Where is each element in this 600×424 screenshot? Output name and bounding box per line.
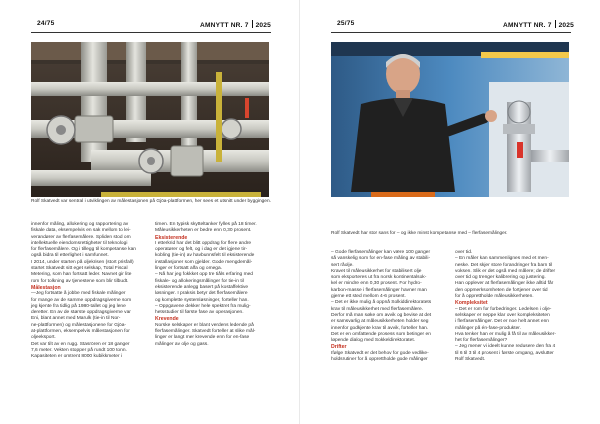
paragraph-line: ne-plattformen) og målestasjonene for Gjöa- xyxy=(31,322,127,328)
paragraph-line: verandører av flerfasemålere. Spliden stod om xyxy=(31,234,131,240)
paragraph-line: Metering, som han fortsatt leder. Navnet gir lite xyxy=(31,272,132,278)
paragraph-line: timen. En typisk skytteltanker fylles på 18 timer. xyxy=(155,222,257,227)
article-column-1 xyxy=(31,222,143,361)
paragraph-line: kobling (tie-in) av havbunnsfelt til eksisterende xyxy=(155,253,255,259)
paragraph-line: også bidra til etterlighet i samfunnet. xyxy=(31,253,109,259)
running-header xyxy=(200,20,271,29)
page-number: 24/75 xyxy=(37,20,55,27)
paragraph-line: i flerfasemålinger. Det er noe helt annet enn xyxy=(455,319,549,325)
paragraph-line: løpende dialog med Sokkeldirektoratet. xyxy=(331,338,416,344)
paragraph-line: den oppmerksomheten de fortjener over tid xyxy=(455,287,548,293)
paragraph-line: Eni, blant annet med Marulk (tie-in til Nor- xyxy=(31,316,121,322)
paragraph-line: deretter. En av de største oppdragsgiverne var xyxy=(31,310,131,316)
subheading: Krevende xyxy=(155,316,179,323)
paragraph-line: operatører og felt, og i dag er det igjene tir- xyxy=(155,247,248,253)
subheading: Kompleksitet xyxy=(455,300,488,307)
paragraph-line: målinger på én-fase-produkter. xyxy=(455,325,521,331)
paragraph-line: hetsstudier til første fase av operasjonen. xyxy=(155,310,244,316)
paragraph-line: er samsvarlig at måleusikkerheten holder seg xyxy=(331,319,429,325)
paragraph-line: Han opplever at flerfasemålinger ikke alltid får xyxy=(455,281,554,287)
paragraph-line: Det var tilt av en rugg. Stasrören er 18 ganger xyxy=(31,341,130,347)
paragraph-line: – Det er ikke mulig å oppnå Solkiddirektoratets xyxy=(331,300,432,306)
paragraph-line: Måleusikkerheten er bedre enn 0,30 prosent. xyxy=(155,228,252,234)
paragraph-line: Ifølge Skatvedt er det behov for gode vedlike- xyxy=(331,350,429,356)
paragraph-line: målinger av olje og gass. xyxy=(155,341,209,347)
paragraph-line: til 6 til 3 til 4 prosent i første omgang, avslutter xyxy=(455,350,554,356)
paragraph-line: Kravet til måleusikkerhet for stabilisert olje xyxy=(331,268,422,274)
paragraph-line: så vanskelig som for en-fase måling av stabili- xyxy=(331,256,431,262)
paragraph-line: het for flerfasemålinger? xyxy=(455,338,508,344)
paragraph-line: neske. Det skjer store forandringer fra barn til xyxy=(455,262,553,268)
magazine-name: AMNYTT NR. 7 xyxy=(503,22,552,29)
paragraph-line: gjerne ett sted mellom 4-6 prosent. xyxy=(331,294,406,300)
portrait-illustration xyxy=(331,42,569,197)
running-header xyxy=(503,20,574,29)
article-column-2 xyxy=(455,250,567,363)
paragraph-line: eksisterende anlegg basert på kostaffektive xyxy=(155,284,249,290)
paragraph-line: over tid. xyxy=(455,250,473,255)
subheading: Drifter xyxy=(331,344,347,351)
paragraph-line: —Jeg fortsatte å jobbe med fiskale målinger xyxy=(31,291,126,297)
page-number: 25/75 xyxy=(337,20,355,27)
header-divider xyxy=(252,20,253,28)
paragraph-line: rom for tolkning av tjenestene som blir tilbudt. xyxy=(31,278,129,284)
paragraph-line: I 2014, under starten på oljekrisen (stort prisfall) xyxy=(31,259,134,265)
paragraph-line: linger er fortsatt alfa og omega. xyxy=(155,266,223,272)
paragraph-line: – Det er rom for forbedringer. Ledelsen i olje- xyxy=(455,306,552,312)
paragraph-line: krav til måleusikkerhet med flerfasemålere. xyxy=(331,306,424,312)
header-year: 2025 xyxy=(558,22,575,29)
paragraph-line: holdsrutiner for å opprettholde gode målinger xyxy=(331,357,428,363)
photo-caption: Rolf Skatvedt har stor sans for – og ikke minst kompetanse med – flerfasemålinger. xyxy=(331,231,508,236)
paragraph-line: flerfasemålinger. Skatvedt forteller at slike mål- xyxy=(155,329,256,335)
pipework-illustration xyxy=(31,42,269,197)
paragraph-line: over tid og trenger kalibrering og justering. xyxy=(455,275,546,281)
paragraph-line: Kapasiteten er omtrent 8000 kubikkmeter i xyxy=(31,354,123,360)
paragraph-line: selskaper er neppe klar over kompleksiteten xyxy=(455,312,550,318)
article-column-1 xyxy=(331,250,443,363)
magazine-name: AMNYTT NR. 7 xyxy=(200,22,249,29)
paragraph-line: – Jeg mener vi ideelt kunne redusere den fra 4 xyxy=(455,344,556,350)
paragraph-line: intellektuelle eiendomsrettigheter til teknologi xyxy=(31,240,128,246)
paragraph-line: Derfor må man søke om avvik og bevise at det xyxy=(331,312,432,318)
paragraph-line: Det er en omfattende prosess som betinger en xyxy=(331,331,431,337)
paragraph-line: – En måler kan sammenlignes med et men- xyxy=(455,256,549,262)
paragraph-line: og komplette systemløsninger, forteller han. xyxy=(155,297,249,303)
subheading: Målestasjon xyxy=(31,284,61,291)
paragraph-line: løsninger. I praksis betyr det flerfasemålere xyxy=(155,291,248,297)
paragraph-line: innenfor måling, allokering og rapportering av fiskale data, eksempelvis en sak mellom to lei- xyxy=(31,222,131,234)
paragraph-line: at-plattformen, eksempelvis målestasjonen for xyxy=(31,329,130,335)
paragraph-line: voksen. Slik er det også med målere; de drifter xyxy=(455,268,556,274)
paragraph-line: sert råolje. xyxy=(331,262,354,268)
paragraph-line: startet Skatvedt sitt eget selskap, Total Fiscal xyxy=(31,266,128,272)
paragraph-line: for mange av de samme oppdragsgiverne som xyxy=(31,297,132,303)
paragraph-line: 7,6 meter. Vekten stopper på rundt 100 tonn. xyxy=(31,347,127,353)
paragraph-line: – Oppgavene dekker hele spektret fra mulig- xyxy=(155,303,251,309)
right-photo xyxy=(331,42,569,197)
paragraph-line: som eksporteres ut fra norsk kontinentalsok- xyxy=(331,275,427,281)
left-photo xyxy=(31,42,269,197)
paragraph-line: kel er mindre enn 0,30 prosent. For hydro- xyxy=(331,281,422,287)
paragraph-line: – Gode flerfasemålinger kan være 100 ganger xyxy=(331,250,431,255)
paragraph-line: linger er langt mer krevende enn for en-fase xyxy=(155,335,250,341)
paragraph-line: for å opprettholde måleusikkerheten. xyxy=(455,294,534,300)
paragraph-line: Norske selskaper er blant verdens ledende på xyxy=(155,322,254,328)
paragraph-line: for flerfasemålere. Og i tillegg til kompetanse kan xyxy=(31,247,136,253)
subheading: Eksisterende xyxy=(155,234,188,241)
paragraph-line: jeg kjente fra tidlig på 1980-tallet og jeg lene xyxy=(31,303,126,309)
paragraph-line: innenfor godkjente krav til avvik, forteller han. xyxy=(331,325,429,331)
header-year: 2025 xyxy=(255,22,272,29)
paragraph-line: Rolf Skatvedt. xyxy=(455,357,486,363)
paragraph-line: oljeeksport. xyxy=(31,335,56,341)
paragraph-line: I etterkrid har det blitt oppdrag for flere andre xyxy=(155,240,252,246)
header-rule xyxy=(331,32,571,33)
header-divider xyxy=(555,20,556,28)
header-rule xyxy=(31,32,271,33)
paragraph-line: karbon-masse i flerfasemålinger havner man xyxy=(331,287,427,293)
paragraph-line: fiskale- og allokeringsmålinger for tie-in til xyxy=(155,278,244,284)
paragraph-line: Hva tenker han er mulig å få til av måleusikker- xyxy=(455,331,556,337)
paragraph-line: – Nå har jeg fokkket opp tre tiåls erfaring med xyxy=(155,272,254,278)
right-page xyxy=(300,0,600,424)
photo-caption: Rolf Skatvedt var sentral i utviklingen av målestasjonen på Gjöa-plattformen, her sees et utsnitt under byggingen. xyxy=(31,199,271,204)
paragraph-line: installasjoner som gjelder. Gode mengdemål- xyxy=(155,259,253,265)
article-column-2 xyxy=(155,222,267,348)
